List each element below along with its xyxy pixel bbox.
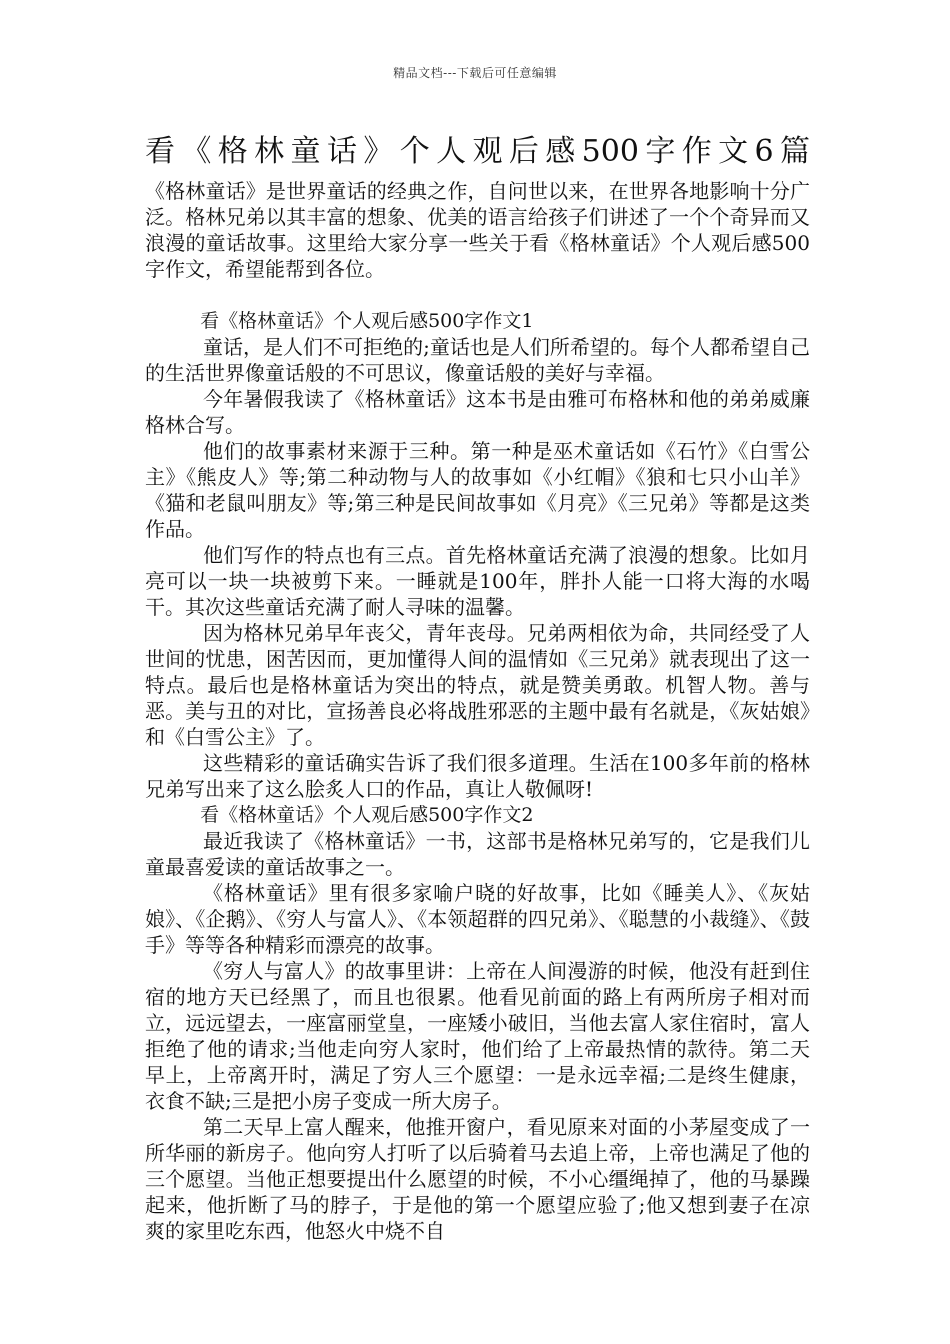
- paragraph: 童话，是人们不可拒绝的;童话也是人们所希望的。每个人都希望自己的生活世界像童话般的不可思议，像童话般的美好与幸福。: [145, 335, 810, 385]
- section-2: [145, 802, 810, 1244]
- intro-paragraph: 《格林童话》是世界童话的经典之作，自问世以来，在世界各地影响十分广泛。格林兄弟以其丰富的想象、优美的语言给孩子们讲述了一个个奇异而又浪漫的童话故事。这里给大家分享一些关于看《格林童话》个人观后感500字作文，希望能帮到各位。: [145, 179, 810, 281]
- page-header: 精品文档---下载后可任意编辑: [393, 66, 557, 80]
- section-1: [145, 308, 810, 802]
- paragraph: 因为格林兄弟早年丧父，青年丧母。兄弟两相依为命，共同经受了人世间的忧患，困苦因而，更加懂得人间的温情如《三兄弟》就表现出了这一特点。最后也是格林童话为突出的特点，就是赞美勇敢。机智人物。善与恶。美与丑的对比，宣扬善良必将战胜邪恶的主题中最有名就是，《灰姑娘》和《白雪公主》了。: [145, 621, 810, 749]
- document-body: [145, 130, 810, 1244]
- section-heading: 看《格林童话》个人观后感500字作文1: [200, 310, 534, 332]
- paragraph: 第二天早上富人醒来，他推开窗户，看见原来对面的小茅屋变成了一所华丽的新房子。他向穷人打听了以后骑着马去追上帝，上帝也满足了他的三个愿望。当他正想要提出什么愿望的时候，不小心缰绳掉了，他的马暴躁起来，他折断了马的脖子，于是他的第一个愿望应验了;他又想到妻子在凉爽的家里吃东西，他怒火中烧不自: [145, 1115, 810, 1243]
- paragraph: 他们写作的特点也有三点。首先格林童话充满了浪漫的想象。比如月亮可以一块一块被剪下来。一睡就是100年，胖扑人能一口将大海的水喝干。其次这些童话充满了耐人寻味的温馨。: [145, 543, 810, 619]
- paragraph: 《格林童话》里有很多家喻户晓的好故事，比如《睡美人》、《灰姑娘》、《企鹅》、《穷人与富人》、《本领超群的四兄弟》、《聪慧的小裁缝》、《鼓手》等等各种精彩而漂亮的故事。: [145, 881, 810, 957]
- paragraph: 最近我读了《格林童话》一书，这部书是格林兄弟写的，它是我们儿童最喜爱读的童话故事之一。: [145, 829, 810, 879]
- section-heading: 看《格林童话》个人观后感500字作文2: [200, 804, 534, 826]
- document-title: 看《格林童话》个人观后感500字作文6篇: [145, 134, 810, 169]
- spacer: [145, 282, 810, 308]
- paragraph: 今年暑假我读了《格林童话》这本书是由雅可布格林和他的弟弟威廉格林合写。: [145, 387, 810, 437]
- paragraph: 《穷人与富人》的故事里讲：上帝在人间漫游的时候，他没有赶到住宿的地方天已经黑了，而且也很累。他看见前面的路上有两所房子相对而立，远远望去，一座富丽堂皇，一座矮小破旧，当他去富人家住宿时，富人拒绝了他的请求;当他走向穷人家时，他们给了上帝最热情的款待。第二天早上，上帝离开时，满足了穷人三个愿望：一是永远幸福;二是终生健康，衣食不缺;三是把小房子变成一所大房子。: [145, 959, 810, 1113]
- paragraph: 他们的故事素材来源于三种。第一种是巫术童话如《石竹》《白雪公主》《熊皮人》等;第二种动物与人的故事如《小红帽》《狼和七只小山羊》《猫和老鼠叫朋友》等;第三种是民间故事如《月亮》《三兄弟》等都是这类作品。: [145, 439, 810, 541]
- paragraph: 这些精彩的童话确实告诉了我们很多道理。生活在100多年前的格林兄弟写出来了这么脍炙人口的作品，真让人敬佩呀!: [145, 751, 810, 801]
